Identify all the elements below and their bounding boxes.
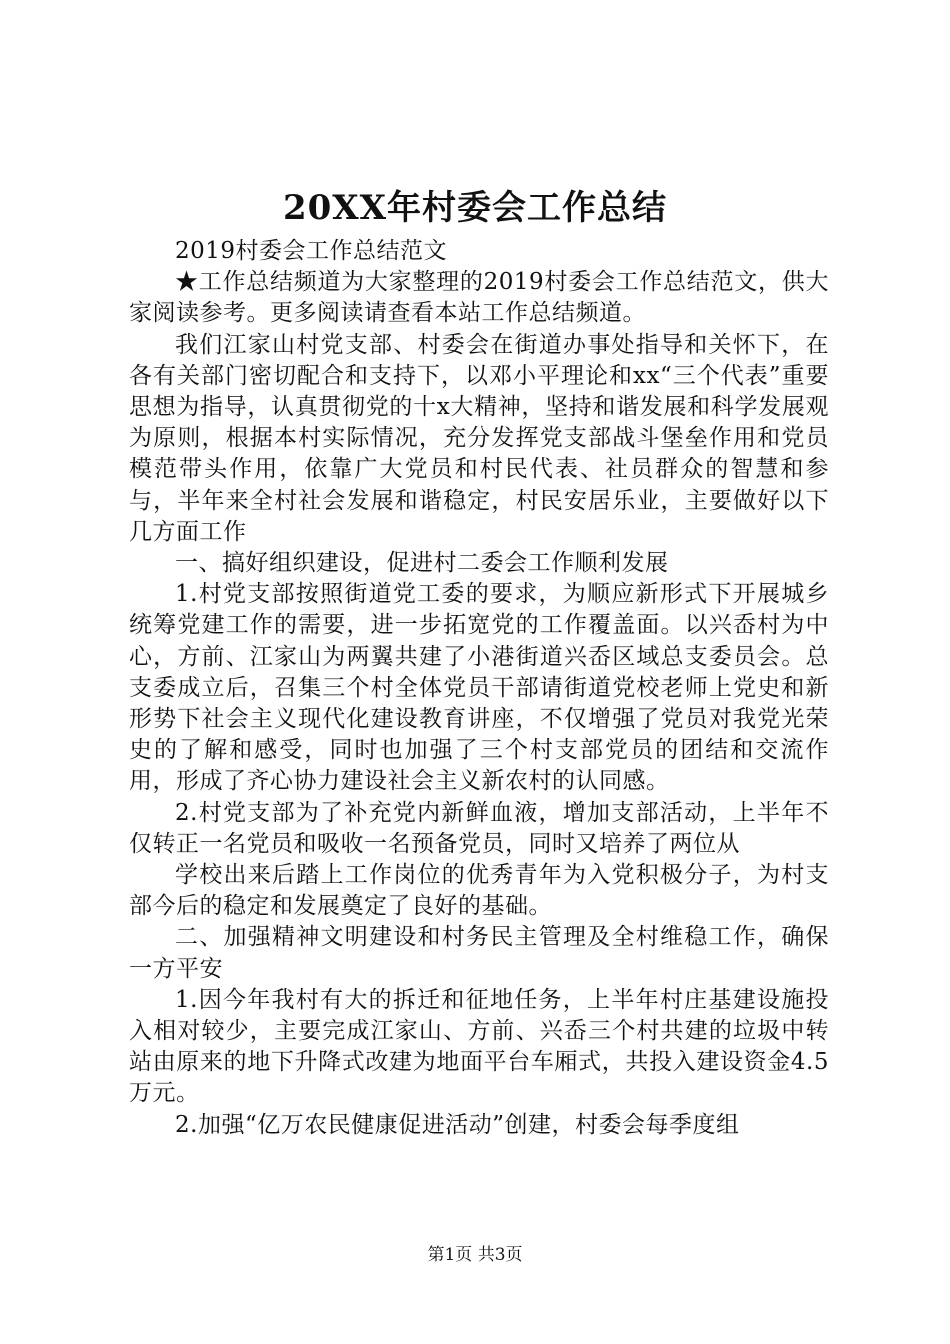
- document-body: [129, 236, 829, 1141]
- section-heading-2: 二、加强精神文明建设和村务民主管理及全村维稳工作，确保一方平安: [129, 924, 829, 982]
- paragraph-1-2-cont: 学校出来后踏上工作岗位的优秀青年为入党积极分子，为村支部今后的稳定和发展奠定了良好的基础。: [129, 862, 829, 920]
- page-number-footer: 第1页 共3页: [427, 1245, 523, 1265]
- paragraph-1-2: 2.村党支部为了补充党内新鲜血液，增加支部活动，上半年不仅转正一名党员和吸收一名预备党员，同时又培养了两位从: [129, 799, 829, 857]
- paragraph-1-1: 1.村党支部按照街道党工委的要求，为顺应新形式下开展城乡统筹党建工作的需要，进一步拓宽党的工作覆盖面。以兴岙村为中心，方前、江家山为两翼共建了小港街道兴岙区域总支委员会。总支委成立后，召集三个村全体党员干部请街道党校老师上党史和新形势下社会主义现代化建设教育讲座，不仅增强了党员对我党光荣史的了解和感受，同时也加强了三个村支部党员的团结和交流作用，形成了齐心协力建设社会主义新农村的认同感。: [129, 581, 829, 795]
- paragraph-subtitle: 2019村委会工作总结范文: [175, 238, 448, 264]
- section-heading-1: 一、搞好组织建设，促进村二委会工作顺利发展: [175, 550, 669, 577]
- document-title: 20XX年村委会工作总结: [282, 188, 668, 228]
- paragraph-intro: ★工作总结频道为大家整理的2019村委会工作总结范文，供大家阅读参考。更多阅读请查看本站工作总结频道。: [129, 269, 829, 327]
- paragraph-2-2: 2.加强“亿万农民健康促进活动”创建，村委会每季度组: [175, 1111, 740, 1138]
- paragraph-overview: 我们江家山村党支部、村委会在街道办事处指导和关怀下，在各有关部门密切配合和支持下，以邓小平理论和xx“三个代表”重要思想为指导，认真贯彻党的十x大精神，坚持和谐发展和科学发展观为原则，根据本村实际情况，充分发挥党支部战斗堡垒作用和党员模范带头作用，依靠广大党员和村民代表、社员群众的智慧和参与，半年来全村社会发展和谐稳定，村民安居乐业，主要做好以下几方面工作: [129, 331, 829, 545]
- paragraph-2-1: 1.因今年我村有大的拆迁和征地任务，上半年村庄基建设施投入相对较少，主要完成江家山、方前、兴岙三个村共建的垃圾中转站由原来的地下升降式改建为地面平台车厢式，共投入建设资金4.5万元。: [129, 986, 829, 1107]
